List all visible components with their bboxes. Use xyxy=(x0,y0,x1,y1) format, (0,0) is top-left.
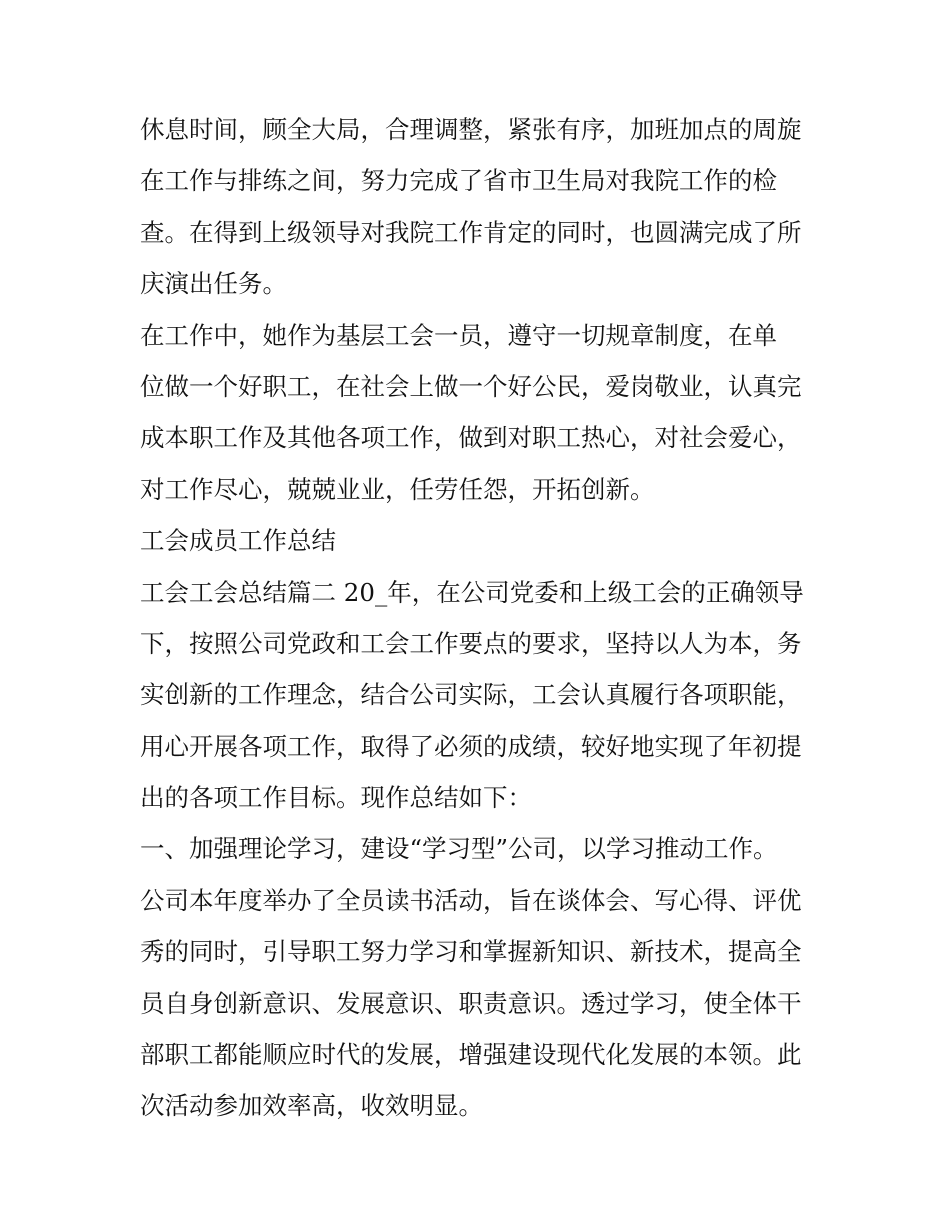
text-line: 休息时间，顾全大局，合理调整，紧张有序，加班加点的周旋 xyxy=(140,115,802,144)
text-line: 次活动参加效率高，收效明显。 xyxy=(140,1091,483,1121)
text-line: 位做一个好职工，在社会上做一个好公民，爱岗敬业，认真完 xyxy=(140,371,802,401)
text-line: 下，按照公司党政和工会工作要点的要求，坚持以人为本，务 xyxy=(140,628,802,658)
text-line: 用心开展各项工作，取得了必须的成绩，较好地实现了年初提 xyxy=(140,731,802,761)
text-line: 出的各项工作目标。现作总结如下： xyxy=(140,783,532,813)
text-line: 实创新的工作理念，结合公司实际，工会认真履行各项职能， xyxy=(140,680,802,710)
text-line: 在工作与排练之间，努力完成了省市卫生局对我院工作的检 xyxy=(140,166,777,196)
text-line: 员自身创新意识、发展意识、职责意识。透过学习，使全体干 xyxy=(140,988,802,1018)
text-line: 在工作中，她作为基层工会一员，遵守一切规章制度，在单 xyxy=(140,320,777,350)
text-line: 秀的同时，引导职工努力学习和掌握新知识、新技术，提高全 xyxy=(140,937,802,967)
section-heading: 工会成员工作总结 xyxy=(140,526,336,556)
text-line: 工会工会总结篇二 20_年，在公司党委和上级工会的正确领导 xyxy=(140,577,804,607)
text-line: 部职工都能顺应时代的发展，增强建设现代化发展的本领。此 xyxy=(140,1040,802,1070)
text-line: 对工作尽心，兢兢业业，任劳任怨，开拓创新。 xyxy=(140,474,655,504)
text-line: 庆演出任务。 xyxy=(140,269,287,299)
subsection-heading: 一、加强理论学习，建设“学习型”公司，以学习推动工作。 xyxy=(140,834,778,864)
document-body xyxy=(140,104,820,1132)
text-line: 查。在得到上级领导对我院工作肯定的同时，也圆满完成了所 xyxy=(140,217,802,247)
text-line: 成本职工作及其他各项工作，做到对职工热心，对社会爱心， xyxy=(140,423,802,453)
text-line: 公司本年度举办了全员读书活动，旨在谈体会、写心得、评优 xyxy=(140,885,802,915)
